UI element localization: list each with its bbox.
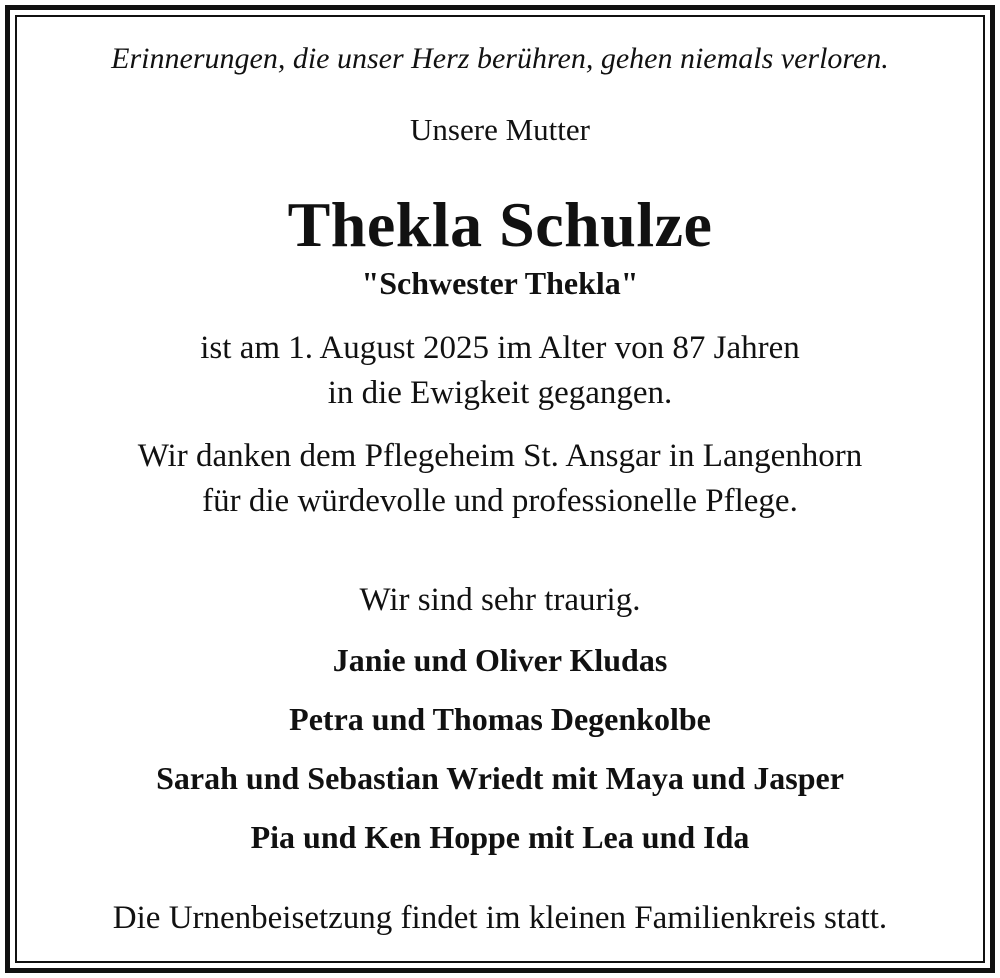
thanks-line-1: Wir danken dem Pflegeheim St. Ansgar in Langenhorn [137, 438, 863, 474]
nickname: "Schwester Thekla" [361, 265, 639, 301]
family-member-line: Petra und Thomas Degenkolbe [289, 701, 711, 737]
announcement-line-2: in die Ewigkeit gegangen. [327, 375, 673, 411]
thanks-line-2: für die würdevolle und professionelle Pflege. [202, 483, 798, 519]
deceased-name: Thekla Schulze [287, 189, 713, 260]
sentiment-text: Wir sind sehr traurig. [359, 582, 641, 618]
family-member-line: Sarah und Sebastian Wriedt mit Maya und Jasper [156, 760, 844, 796]
obituary-notice [20, 20, 980, 958]
intro-text: Unsere Mutter [410, 112, 590, 147]
motto: Erinnerungen, die unser Herz berühren, gehen niemals verloren. [111, 42, 889, 75]
announcement-line-1: ist am 1. August 2025 im Alter von 87 Jahren [200, 330, 800, 366]
family-member-line: Janie und Oliver Kludas [332, 642, 668, 678]
family-member-line: Pia und Ken Hoppe mit Lea und Ida [250, 819, 750, 855]
closing-text: Die Urnenbeisetzung findet im kleinen Familienkreis statt. [112, 900, 888, 936]
